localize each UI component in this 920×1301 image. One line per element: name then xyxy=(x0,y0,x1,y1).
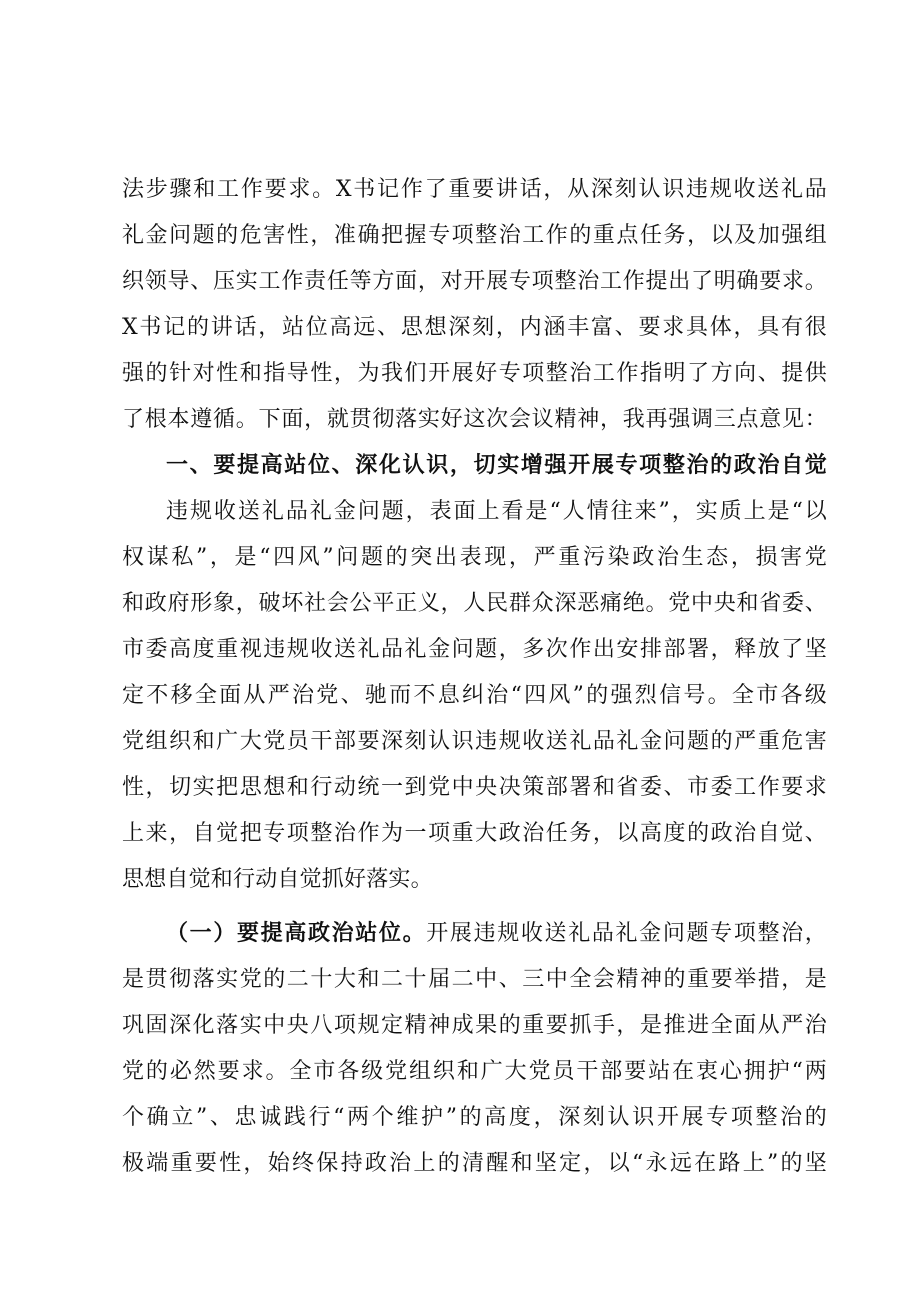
body-text-line: X书记的讲话，站位高远、思想深刻，内涵丰富、要求具体，具有很 xyxy=(122,315,827,340)
body-text-line: 织领导、压实工作责任等方面，对开展专项整治工作提出了明确要求。 xyxy=(122,269,827,294)
body-text-line: 定不移全面从严治党、驰而不息纠治“四风”的强烈信号。全市各级 xyxy=(122,683,827,708)
body-text-line: 个确立”、忠诚践行“两个维护”的高度，深刻认识开展专项整治的 xyxy=(122,1105,827,1130)
body-text-line: 巩固深化落实中央八项规定精神成果的重要抓手，是推进全面从严治 xyxy=(122,1013,827,1038)
body-text-line: 极端重要性，始终保持政治上的清醒和坚定，以“永远在路上”的坚 xyxy=(122,1151,827,1176)
sub-heading: （一）要提高政治站位。 xyxy=(166,920,427,946)
body-text-line: 党组织和广大党员干部要深刻认识违规收送礼品礼金问题的严重危害 xyxy=(122,729,827,754)
sub-heading-paragraph-line xyxy=(166,916,827,947)
body-text-line: 是贯彻落实党的二十大和二十届二中、三中全会精神的重要举措，是 xyxy=(122,967,827,992)
body-text-line: 上来，自觉把专项整治作为一项重大政治任务，以高度的政治自觉、 xyxy=(122,821,827,846)
body-text-line: 礼金问题的危害性，准确把握专项整治工作的重点任务，以及加强组 xyxy=(122,223,827,248)
body-text-line: 思想自觉和行动自觉抓好落实。 xyxy=(122,867,433,892)
body-text-line: 了根本遵循。下面，就贯彻落实好这次会议精神，我再强调三点意见： xyxy=(122,407,827,432)
body-text-line: 强的针对性和指导性，为我们开展好专项整治工作指明了方向、提供 xyxy=(122,361,827,386)
body-text-line: 性，切实把思想和行动统一到党中央决策部署和省委、市委工作要求 xyxy=(122,775,827,800)
body-text-line: 违规收送礼品礼金问题，表面上看是“人情往来”，实质上是“以 xyxy=(166,499,827,524)
body-text-line: 权谋私”，是“四风”问题的突出表现，严重污染政治生态，损害党 xyxy=(122,545,827,570)
body-text-run: 开展违规收送礼品礼金问题专项整治， xyxy=(426,921,827,946)
body-text-line: 市委高度重视违规收送礼品礼金问题，多次作出安排部署，释放了坚 xyxy=(122,637,827,662)
body-text-line: 党的必然要求。全市各级党组织和广大党员干部要站在衷心拥护“两 xyxy=(122,1059,827,1084)
body-text-line: 和政府形象，破坏社会公平正义，人民群众深恶痛绝。党中央和省委、 xyxy=(122,591,827,616)
body-text-line: 法步骤和工作要求。X书记作了重要讲话，从深刻认识违规收送礼品 xyxy=(122,177,827,202)
section-heading: 一、要提高站位、深化认识，切实增强开展专项整治的政治自觉 xyxy=(166,452,827,478)
